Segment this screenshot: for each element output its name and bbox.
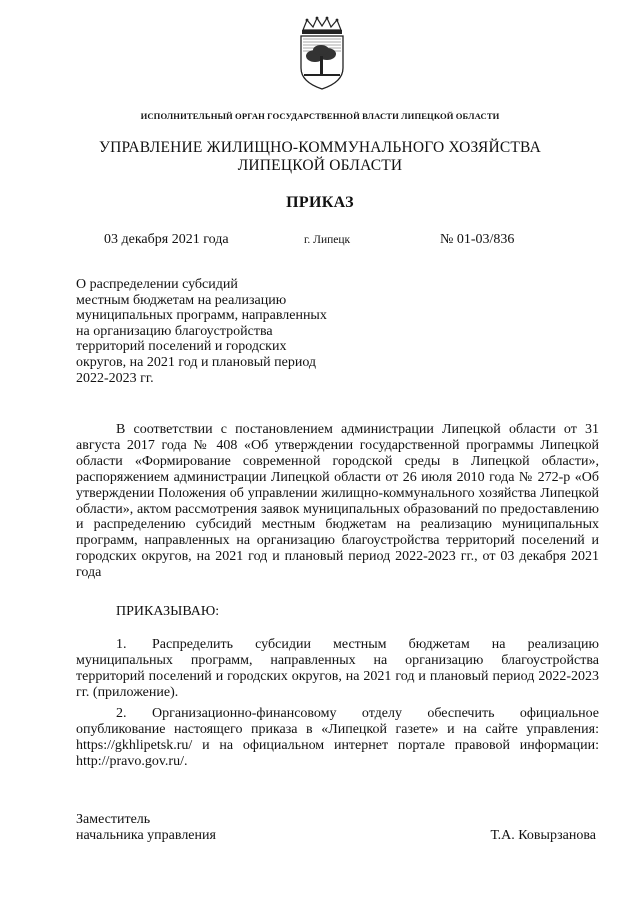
order-subject — [76, 277, 376, 386]
order-item-2 — [76, 706, 599, 770]
item-number: 1. — [116, 637, 127, 652]
department-line-2: ЛИПЕЦКОЙ ОБЛАСТИ — [237, 157, 403, 174]
item-number: 2. — [116, 706, 127, 721]
signatory-name: Т.А. Ковырзанова — [490, 828, 596, 843]
subject-line: местным бюджетам на реализацию — [76, 292, 287, 308]
department-name — [60, 139, 580, 175]
item-text: Распределить субсидии местным бюджетам на реализацию муниципальных программ, направленных на организацию благоустройства территорий поселений и городских округов, на 2021 год и плановый период 2022-2023 гг. (приложение). — [76, 637, 599, 700]
subject-line: О распределении субсидий — [76, 277, 238, 292]
signatory-role-line-2: начальника управления — [76, 828, 216, 843]
order-city: г. Липецк — [304, 234, 351, 246]
coat-of-arms-icon — [293, 16, 351, 92]
subject-line: территорий поселений и городских — [76, 339, 287, 355]
order-word: ПРИКАЗЫВАЮ: — [116, 604, 220, 619]
item-text: Организационно-финансовому отделу обеспечить официальное опубликование настоящего приказа в «Липецкой газете» и на сайте управления: https://gkhlipetsk.ru/ и на официальном интернет портале правовой информации: http://pravo.gov.ru/. — [76, 706, 599, 769]
order-date: 03 декабря 2021 года — [104, 232, 229, 247]
authority-name: ИСПОЛНИТЕЛЬНЫЙ ОРГАН ГОСУДАРСТВЕННОЙ ВЛАСТИ ЛИПЕЦКОЙ ОБЛАСТИ — [140, 111, 500, 121]
department-line-1: УПРАВЛЕНИЕ ЖИЛИЩНО-КОММУНАЛЬНОГО ХОЗЯЙСТВА — [98, 139, 541, 156]
order-number: № 01-03/836 — [440, 232, 515, 247]
signatory-role-line-1: Заместитель — [76, 812, 151, 827]
order-item-1 — [76, 637, 599, 701]
preamble-paragraph: В соответствии с постановлением администрации Липецкой области от 31 августа 2017 года № 408 «Об утверждении государственной программы Липецкой области «Формирование современной городской среды в Липецкой области», распоряжением администрации Липецкой области от 26 июля 2010 года № 272-р «Об утверждении Положения об управлении жилищно-коммунального хозяйства Липецкой области», актом рассмотрения заявок муниципальных образований по предоставлению и распределению субсидий местным бюджетам на реализацию муниципальных программ, направленных на организацию благоустройства территорий поселений и городских округов, на 2021 год и плановый период 2022-2023 гг., от 03 декабря 2021 года — [76, 422, 599, 581]
document-type-title: ПРИКАЗ — [286, 194, 354, 211]
subject-line: 2022-2023 гг. — [76, 370, 154, 386]
subject-line: округов, на 2021 год и плановый период — [76, 354, 317, 370]
subject-line: муниципальных программ, направленных — [76, 308, 327, 324]
subject-line: на организацию благоустройства — [76, 323, 273, 339]
